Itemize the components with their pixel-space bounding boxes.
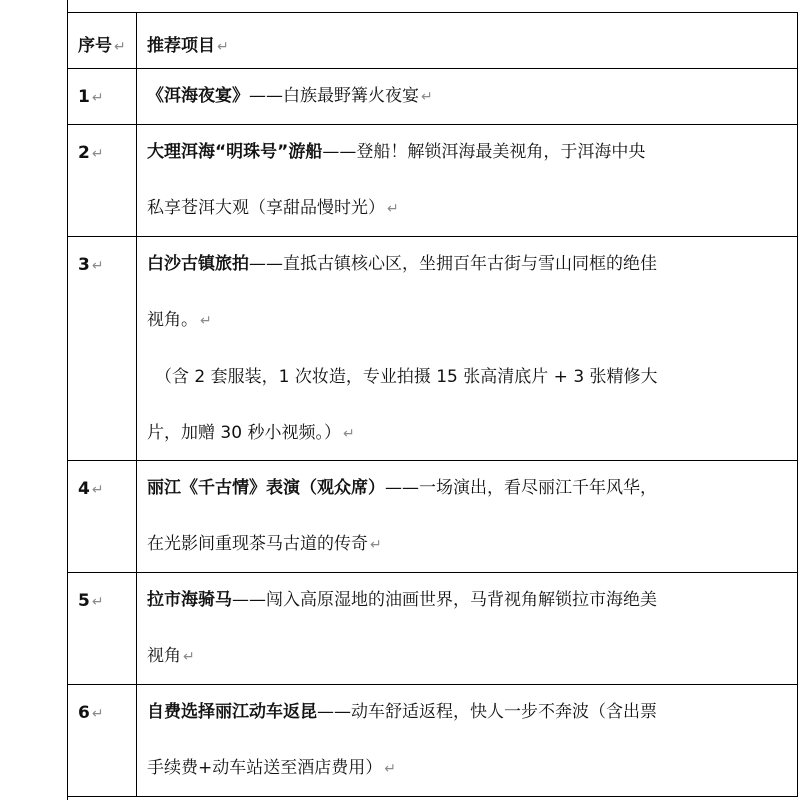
row-number: 1 ↵	[78, 87, 104, 107]
text-line: 手续费+动车站送至酒店费用） ↵	[147, 758, 396, 778]
row-number: 2 ↵	[78, 143, 104, 163]
row-item-text	[147, 460, 797, 573]
header-item: 推荐项目 ↵	[147, 36, 229, 56]
text-line: 在光影间重现茶马古道的传奇 ↵	[147, 534, 382, 554]
text-line: （含 2 套服装，1 次妆造，专业拍摄 15 张高清底片 + 3 张精修大	[155, 367, 658, 387]
row-number: 5 ↵	[78, 591, 104, 611]
table-right-border	[797, 12, 798, 796]
row-number: 3 ↵	[78, 255, 104, 275]
text-line: 白沙古镇旅拍——直抵古镇核心区，坐拥百年古街与雪山同框的绝佳	[147, 254, 657, 274]
row-item-text	[147, 236, 797, 462]
row-number: 4 ↵	[78, 479, 104, 499]
text-line: 《洱海夜宴》——白族最野篝火夜宴 ↵	[147, 86, 433, 106]
row-item-text	[147, 124, 797, 237]
row-item-text	[147, 572, 797, 685]
row-number: 6 ↵	[78, 703, 104, 723]
text-line: 自费选择丽江动车返昆——动车舒适返程，快人一步不奔波（含出票	[147, 702, 657, 722]
table-top-border	[67, 12, 798, 13]
text-line: 视角 ↵	[147, 646, 195, 666]
text-line: 视角。 ↵	[147, 310, 212, 330]
text-line: 大理洱海“明珠号”游船——登船！解锁洱海最美视角，于洱海中央	[147, 142, 646, 162]
row-item-text	[147, 68, 797, 125]
text-line: 片，加赠 30 秒小视频。） ↵	[147, 423, 355, 443]
text-line: 丽江《千古情》表演（观众席）——一场演出，看尽丽江千年风华，	[147, 478, 657, 498]
table-column-divider	[136, 12, 137, 796]
table-left-border	[67, 0, 68, 800]
header-num: 序号 ↵	[78, 36, 126, 56]
row-item-text	[147, 684, 797, 797]
text-line: 拉市海骑马——闯入高原湿地的油画世界，马背视角解锁拉市海绝美	[147, 590, 657, 610]
text-line: 私享苍洱大观（享甜品慢时光） ↵	[147, 198, 399, 218]
